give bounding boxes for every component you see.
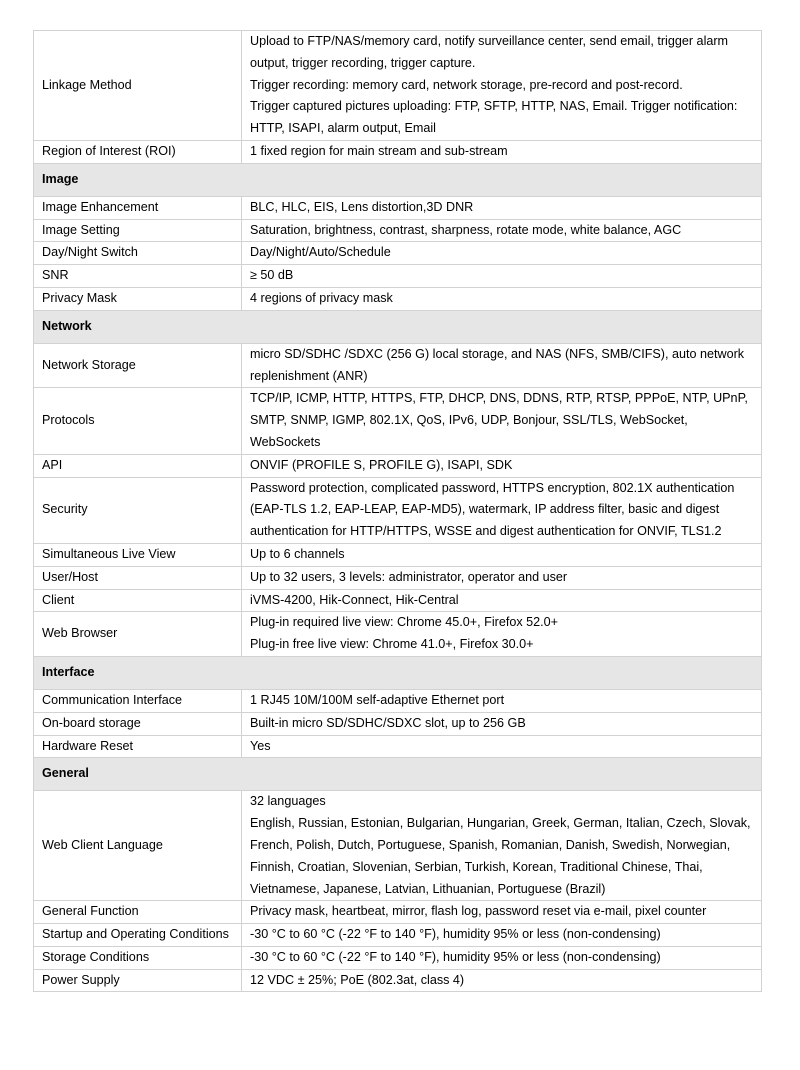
spec-value-line: micro SD/SDHC /SDXC (256 G) local storage, and NAS (NFS, SMB/CIFS), auto network	[250, 346, 745, 361]
spec-row	[34, 924, 762, 947]
spec-row	[34, 543, 762, 566]
spec-label: Network Storage	[34, 343, 242, 388]
spec-value-line: Vietnamese, Japanese, Latvian, Lithuanian, Portuguese (Brazil)	[250, 881, 606, 896]
spec-value-line: Password protection, complicated password, HTTPS encryption, 802.1X authentication	[250, 480, 735, 495]
spec-value	[242, 242, 762, 265]
spec-value	[242, 477, 762, 543]
spec-label: Region of Interest (ROI)	[34, 140, 242, 163]
spec-row	[34, 219, 762, 242]
spec-row	[34, 612, 762, 657]
spec-value	[242, 265, 762, 288]
spec-value	[242, 946, 762, 969]
spec-row	[34, 791, 762, 901]
spec-value	[242, 31, 762, 141]
spec-label: Storage Conditions	[34, 946, 242, 969]
spec-value	[242, 343, 762, 388]
spec-value-line: English, Russian, Estonian, Bulgarian, Hungarian, Greek, German, Italian, Czech, Slovak,	[250, 816, 751, 831]
spec-label: Protocols	[34, 388, 242, 454]
spec-value-line: Upload to FTP/NAS/memory card, notify surveillance center, send email, trigger alarm	[250, 34, 729, 48]
spec-value-line: SMTP, SNMP, IGMP, 802.1X, QoS, IPv6, UDP, Bonjour, SSL/TLS, WebSocket,	[250, 413, 688, 428]
spec-row	[34, 946, 762, 969]
spec-value-line: Trigger recording: memory card, network storage, pre-record and post-record.	[250, 77, 683, 92]
spec-row	[34, 712, 762, 735]
spec-value-line: Yes	[250, 738, 271, 753]
spec-value-line: iVMS-4200, Hik-Connect, Hik-Central	[250, 592, 459, 607]
spec-value-line: -30 °C to 60 °C (-22 °F to 140 °F), humidity 95% or less (non-condensing)	[250, 949, 661, 964]
section-title: Image	[34, 163, 762, 196]
spec-row	[34, 969, 762, 992]
spec-table	[33, 30, 762, 992]
section-header-row	[34, 758, 762, 791]
spec-label: Linkage Method	[34, 31, 242, 141]
spec-value-line: WebSockets	[250, 434, 321, 449]
spec-value-line: ≥ 50 dB	[250, 268, 294, 283]
spec-value-line: output, trigger recording, trigger capture.	[250, 55, 476, 70]
spec-value-line: 32 languages	[250, 794, 326, 809]
spec-value-line: replenishment (ANR)	[250, 368, 368, 383]
spec-table-body	[34, 31, 762, 992]
spec-value-line: 1 RJ45 10M/100M self-adaptive Ethernet port	[250, 692, 505, 707]
spec-label: Client	[34, 589, 242, 612]
spec-value	[242, 924, 762, 947]
spec-label: API	[34, 454, 242, 477]
spec-value	[242, 901, 762, 924]
spec-value	[242, 589, 762, 612]
spec-value	[242, 388, 762, 454]
spec-value-line: 1 fixed region for main stream and sub-stream	[250, 143, 508, 158]
spec-label: Web Client Language	[34, 791, 242, 901]
spec-value	[242, 196, 762, 219]
spec-row	[34, 477, 762, 543]
spec-row	[34, 454, 762, 477]
spec-value	[242, 543, 762, 566]
spec-value	[242, 566, 762, 589]
spec-value-line: authentication for HTTP/HTTPS, WSSE and digest authentication for ONVIF, TLS1.2	[250, 524, 722, 539]
section-title: General	[34, 758, 762, 791]
section-header-row	[34, 656, 762, 689]
spec-label: SNR	[34, 265, 242, 288]
section-header-row	[34, 163, 762, 196]
spec-value-line: Day/Night/Auto/Schedule	[250, 245, 391, 260]
section-title: Network	[34, 310, 762, 343]
spec-value-line: 4 regions of privacy mask	[250, 290, 393, 305]
spec-row	[34, 140, 762, 163]
spec-value-line: French, Polish, Dutch, Portuguese, Spanish, Romanian, Danish, Swedish, Norwegian,	[250, 837, 731, 852]
spec-row	[34, 735, 762, 758]
spec-value-line: Up to 6 channels	[250, 546, 345, 561]
spec-value	[242, 735, 762, 758]
spec-value-line: Plug-in required live view: Chrome 45.0+, Firefox 52.0+	[250, 615, 558, 630]
spec-label: Security	[34, 477, 242, 543]
spec-label: User/Host	[34, 566, 242, 589]
spec-row	[34, 589, 762, 612]
spec-value	[242, 219, 762, 242]
spec-label: Image Enhancement	[34, 196, 242, 219]
spec-label: Communication Interface	[34, 689, 242, 712]
spec-value-line: BLC, HLC, EIS, Lens distortion,3D DNR	[250, 199, 474, 214]
spec-value	[242, 712, 762, 735]
spec-row	[34, 566, 762, 589]
spec-value	[242, 287, 762, 310]
spec-value-line: -30 °C to 60 °C (-22 °F to 140 °F), humidity 95% or less (non-condensing)	[250, 927, 661, 942]
section-title: Interface	[34, 656, 762, 689]
spec-value-line: HTTP, ISAPI, alarm output, Email	[250, 121, 436, 136]
spec-row	[34, 287, 762, 310]
spec-label: On-board storage	[34, 712, 242, 735]
spec-row	[34, 689, 762, 712]
spec-value-line: Finnish, Croatian, Slovenian, Serbian, Turkish, Korean, Traditional Chinese, Thai,	[250, 859, 703, 874]
spec-row	[34, 388, 762, 454]
section-header-row	[34, 310, 762, 343]
spec-label: Privacy Mask	[34, 287, 242, 310]
spec-label: Simultaneous Live View	[34, 543, 242, 566]
spec-value	[242, 689, 762, 712]
spec-value-line: Up to 32 users, 3 levels: administrator, operator and user	[250, 569, 568, 584]
spec-label: General Function	[34, 901, 242, 924]
spec-label: Day/Night Switch	[34, 242, 242, 265]
spec-value-line: Trigger captured pictures uploading: FTP, SFTP, HTTP, NAS, Email. Trigger notification:	[250, 99, 738, 114]
spec-value-line: Plug-in free live view: Chrome 41.0+, Firefox 30.0+	[250, 637, 534, 652]
spec-value-line: (EAP-TLS 1.2, EAP-LEAP, EAP-MD5), watermark, IP address filter, basic and digest	[250, 502, 720, 517]
spec-label: Startup and Operating Conditions	[34, 924, 242, 947]
spec-value	[242, 791, 762, 901]
spec-label: Hardware Reset	[34, 735, 242, 758]
spec-label: Web Browser	[34, 612, 242, 657]
spec-value	[242, 140, 762, 163]
spec-value	[242, 454, 762, 477]
spec-row	[34, 901, 762, 924]
spec-value	[242, 612, 762, 657]
spec-row	[34, 31, 762, 141]
spec-value-line: 12 VDC ± 25%; PoE (802.3at, class 4)	[250, 972, 465, 987]
spec-value-line: Saturation, brightness, contrast, sharpness, rotate mode, white balance, AGC	[250, 222, 682, 237]
spec-value-line: Privacy mask, heartbeat, mirror, flash log, password reset via e-mail, pixel counter	[250, 904, 707, 919]
spec-value	[242, 969, 762, 992]
spec-row	[34, 196, 762, 219]
spec-row	[34, 242, 762, 265]
spec-value-line: TCP/IP, ICMP, HTTP, HTTPS, FTP, DHCP, DNS, DDNS, RTP, RTSP, PPPoE, NTP, UPnP,	[250, 391, 748, 406]
spec-value-line: Built-in micro SD/SDHC/SDXC slot, up to 256 GB	[250, 715, 526, 730]
spec-row	[34, 343, 762, 388]
spec-label: Image Setting	[34, 219, 242, 242]
spec-value-line: ONVIF (PROFILE S, PROFILE G), ISAPI, SDK	[250, 457, 513, 472]
spec-label: Power Supply	[34, 969, 242, 992]
spec-row	[34, 265, 762, 288]
